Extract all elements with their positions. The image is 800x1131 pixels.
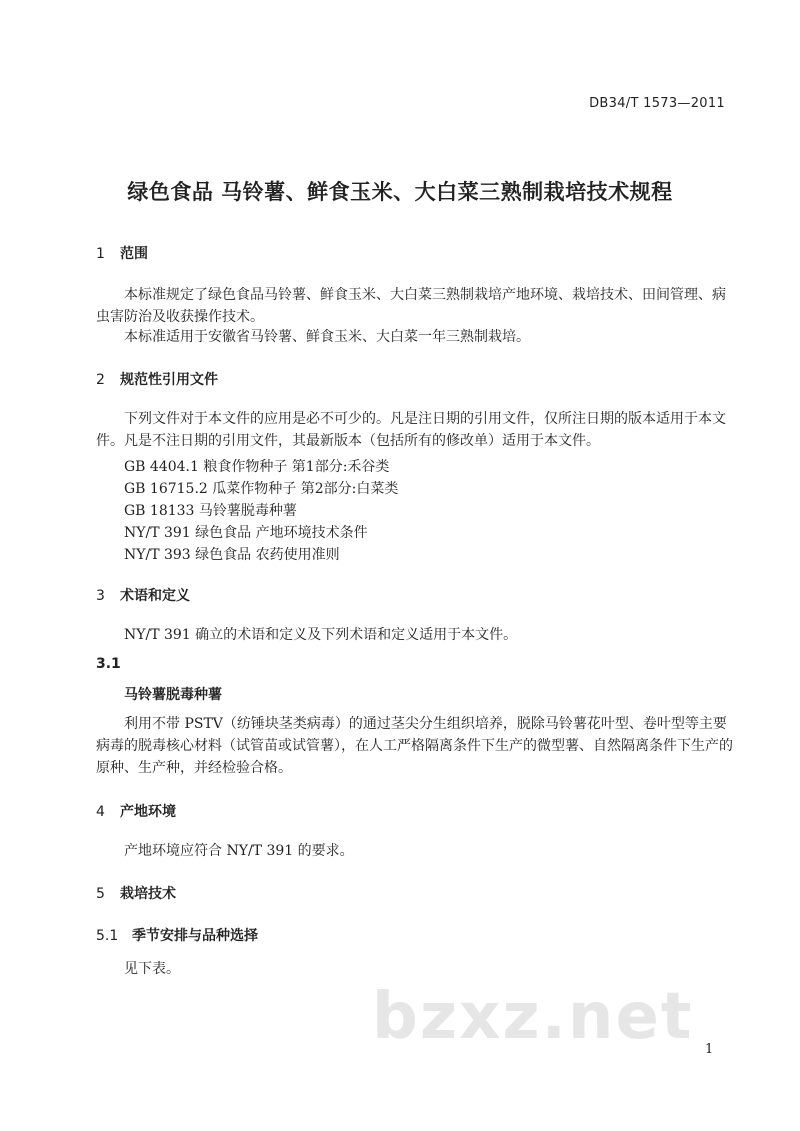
section-3-1-number: 3.1: [96, 656, 121, 672]
reference-item: NY/T 393 绿色食品 农药使用准则: [124, 547, 340, 563]
page-number: 1: [705, 1042, 714, 1057]
section-title: 季节安排与品种选择: [132, 928, 258, 944]
section-2-heading: [96, 369, 218, 389]
section-5-1-heading: [96, 925, 258, 945]
section-title: 规范性引用文件: [120, 372, 218, 388]
section-5-1-paragraph-1: 见下表。: [124, 961, 180, 977]
section-number: 5: [96, 886, 105, 902]
section-1-paragraph-1: 本标准规定了绿色食品马铃薯、鲜食玉米、大白菜三熟制栽培产地环境、栽培技术、田间管理、病虫害防治及收获操作技术。: [96, 287, 726, 325]
reference-item: GB 16715.2 瓜菜作物种子 第2部分:白菜类: [124, 481, 399, 497]
standard-code: DB34/T 1573—2011: [589, 96, 725, 111]
section-number: 3: [96, 588, 105, 604]
section-3-paragraph-1: NY/T 391 确立的术语和定义及下列术语和定义适用于本文件。: [124, 627, 518, 643]
section-4-paragraph-1: 产地环境应符合 NY/T 391 的要求。: [124, 843, 354, 859]
section-title: 范围: [120, 246, 148, 262]
section-2-paragraph-1: 下列文件对于本文件的应用是必不可少的。凡是注日期的引用文件，仅所注日期的版本适用于本文件。凡是不注日期的引用文件，其最新版本（包括所有的修改单）适用于本文件。: [96, 411, 726, 449]
section-title: 产地环境: [120, 804, 176, 820]
reference-item: GB 4404.1 粮食作物种子 第1部分:禾谷类: [124, 459, 390, 475]
section-5-heading: [96, 883, 176, 903]
reference-item: GB 18133 马铃薯脱毒种薯: [124, 503, 297, 519]
section-number: 4: [96, 804, 105, 820]
section-title: 术语和定义: [120, 588, 190, 604]
document-title: 绿色食品 马铃薯、鲜食玉米、大白菜三熟制栽培技术规程: [127, 180, 673, 204]
section-1-heading: [96, 243, 148, 263]
term-definition: 利用不带 PSTV（纺锤块茎类病毒）的通过茎尖分生组织培养，脱除马铃薯花叶型、卷叶型等主要病毒的脱毒核心材料（试管苗或试管薯），在人工严格隔离条件下生产的微型薯、自然隔离条件下生产的原种、生产种，并经检验合格。: [96, 716, 733, 776]
section-title: 栽培技术: [120, 886, 176, 902]
section-1-paragraph-2: 本标准适用于安徽省马铃薯、鲜食玉米、大白菜一年三熟制栽培。: [124, 329, 530, 345]
term-name: 马铃薯脱毒种薯: [124, 687, 222, 703]
watermark: bzxz.net: [372, 980, 694, 1054]
reference-item: NY/T 391 绿色食品 产地环境技术条件: [124, 525, 368, 541]
section-number: 5.1: [96, 928, 119, 944]
section-number: 2: [96, 372, 105, 388]
section-number: 1: [96, 246, 105, 262]
section-3-heading: [96, 585, 190, 605]
section-4-heading: [96, 801, 176, 821]
